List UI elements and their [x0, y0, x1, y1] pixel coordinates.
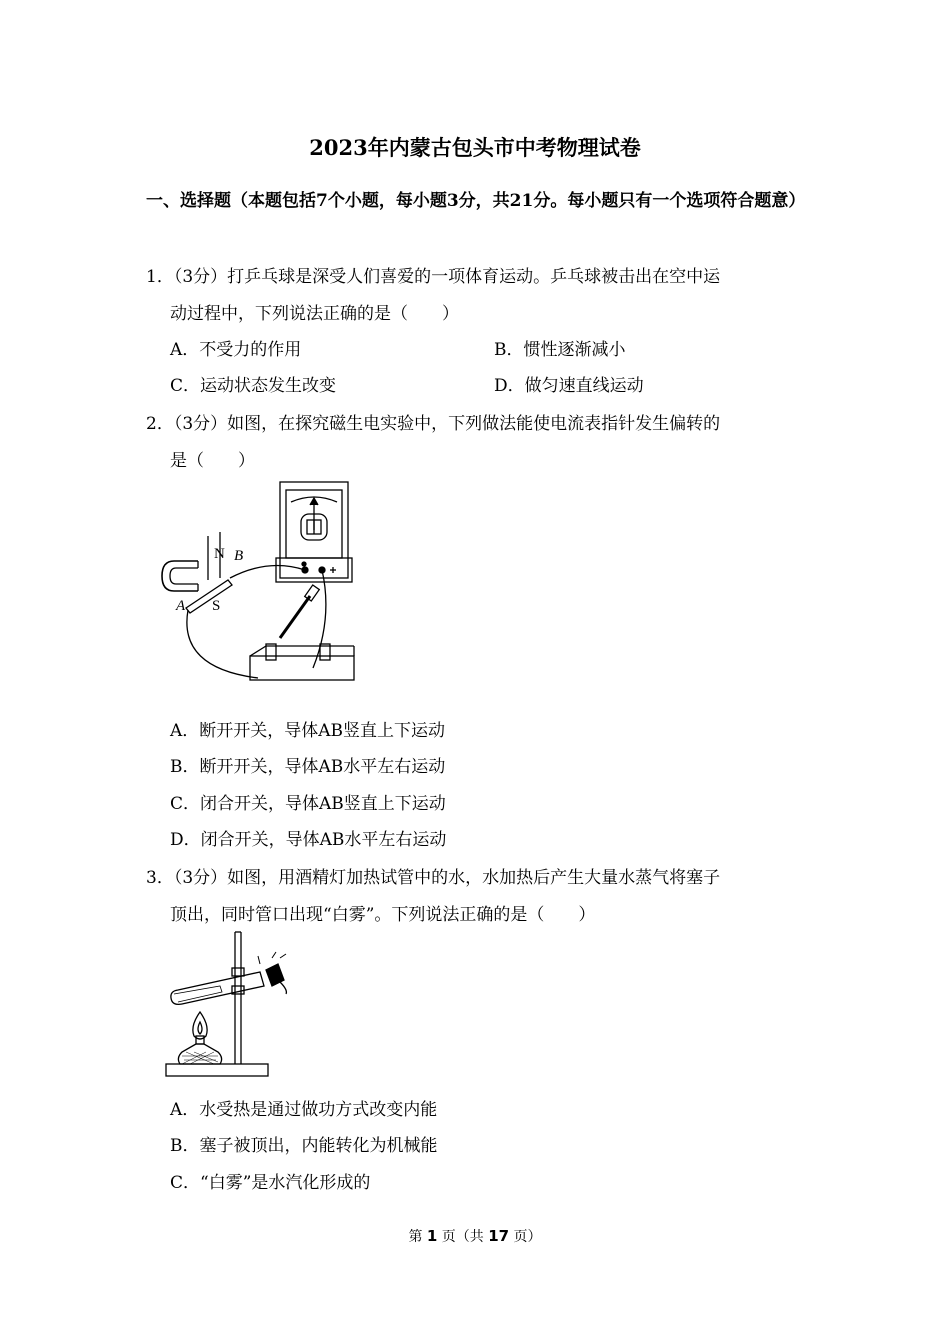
question-1-stem-line2: 动过程中，下列说法正确的是（ ）: [170, 304, 459, 324]
question-3-stem-line2: 顶出，同时管口出现“白雾”。下列说法正确的是（ ）: [170, 905, 596, 925]
question-3-option-c: C．“白雾”是水汽化形成的: [170, 1173, 371, 1193]
question-3-option-b: B．塞子被顶出，内能转化为机械能: [170, 1136, 438, 1156]
question-2-option-c: C．闭合开关，导体AB竖直上下运动: [170, 794, 446, 814]
section-heading: 一、选择题（本题包括7个小题，每小题3分，共21分。每小题只有一个选项符合题意）: [146, 191, 806, 211]
question-1-stem-line1: 1．（3分）打乒乓球是深受人们喜爱的一项体育运动。乒乓球被击出在空中运: [146, 267, 721, 287]
page-title: 2023年内蒙古包头市中考物理试卷: [309, 135, 641, 160]
footer-prefix: 第: [408, 1229, 427, 1245]
footer-suffix: 页）: [509, 1229, 542, 1245]
question-2-stem-line2: 是（ ）: [170, 451, 255, 471]
question-2-option-d: D．闭合开关，导体AB水平左右运动: [170, 830, 447, 850]
question-2-option-b: B．断开开关，导体AB水平左右运动: [170, 757, 446, 777]
question-3-option-a: A．水受热是通过做功方式改变内能: [170, 1100, 438, 1120]
figure-label-a: A: [176, 598, 186, 614]
footer-total-pages: 17: [488, 1227, 510, 1245]
footer-page-number: 1: [426, 1227, 438, 1245]
question-3-stem-line1: 3．（3分）如图，用酒精灯加热试管中的水，水加热后产生大量水蒸气将塞子: [146, 868, 721, 888]
question-1-option-a: A．不受力的作用: [170, 340, 302, 360]
heating-test-tube-figure: [160, 928, 296, 1080]
figure-label-n: N: [214, 546, 225, 562]
page-footer: [0, 1226, 950, 1246]
question-1-option-b: B．惯性逐渐减小: [494, 340, 626, 360]
question-2-stem-line1: 2．（3分）如图，在探究磁生电实验中，下列做法能使电流表指针发生偏转的: [146, 414, 721, 434]
question-2-option-a: A．断开开关，导体AB竖直上下运动: [170, 721, 446, 741]
question-1-option-c: C．运动状态发生改变: [170, 376, 337, 396]
question-1-option-d: D．做匀速直线运动: [494, 376, 644, 396]
footer-mid: 页（共: [437, 1229, 489, 1245]
figure-label-b: B: [234, 548, 244, 564]
electromagnetic-induction-figure: [158, 478, 378, 684]
figure-label-s: S: [212, 598, 221, 614]
